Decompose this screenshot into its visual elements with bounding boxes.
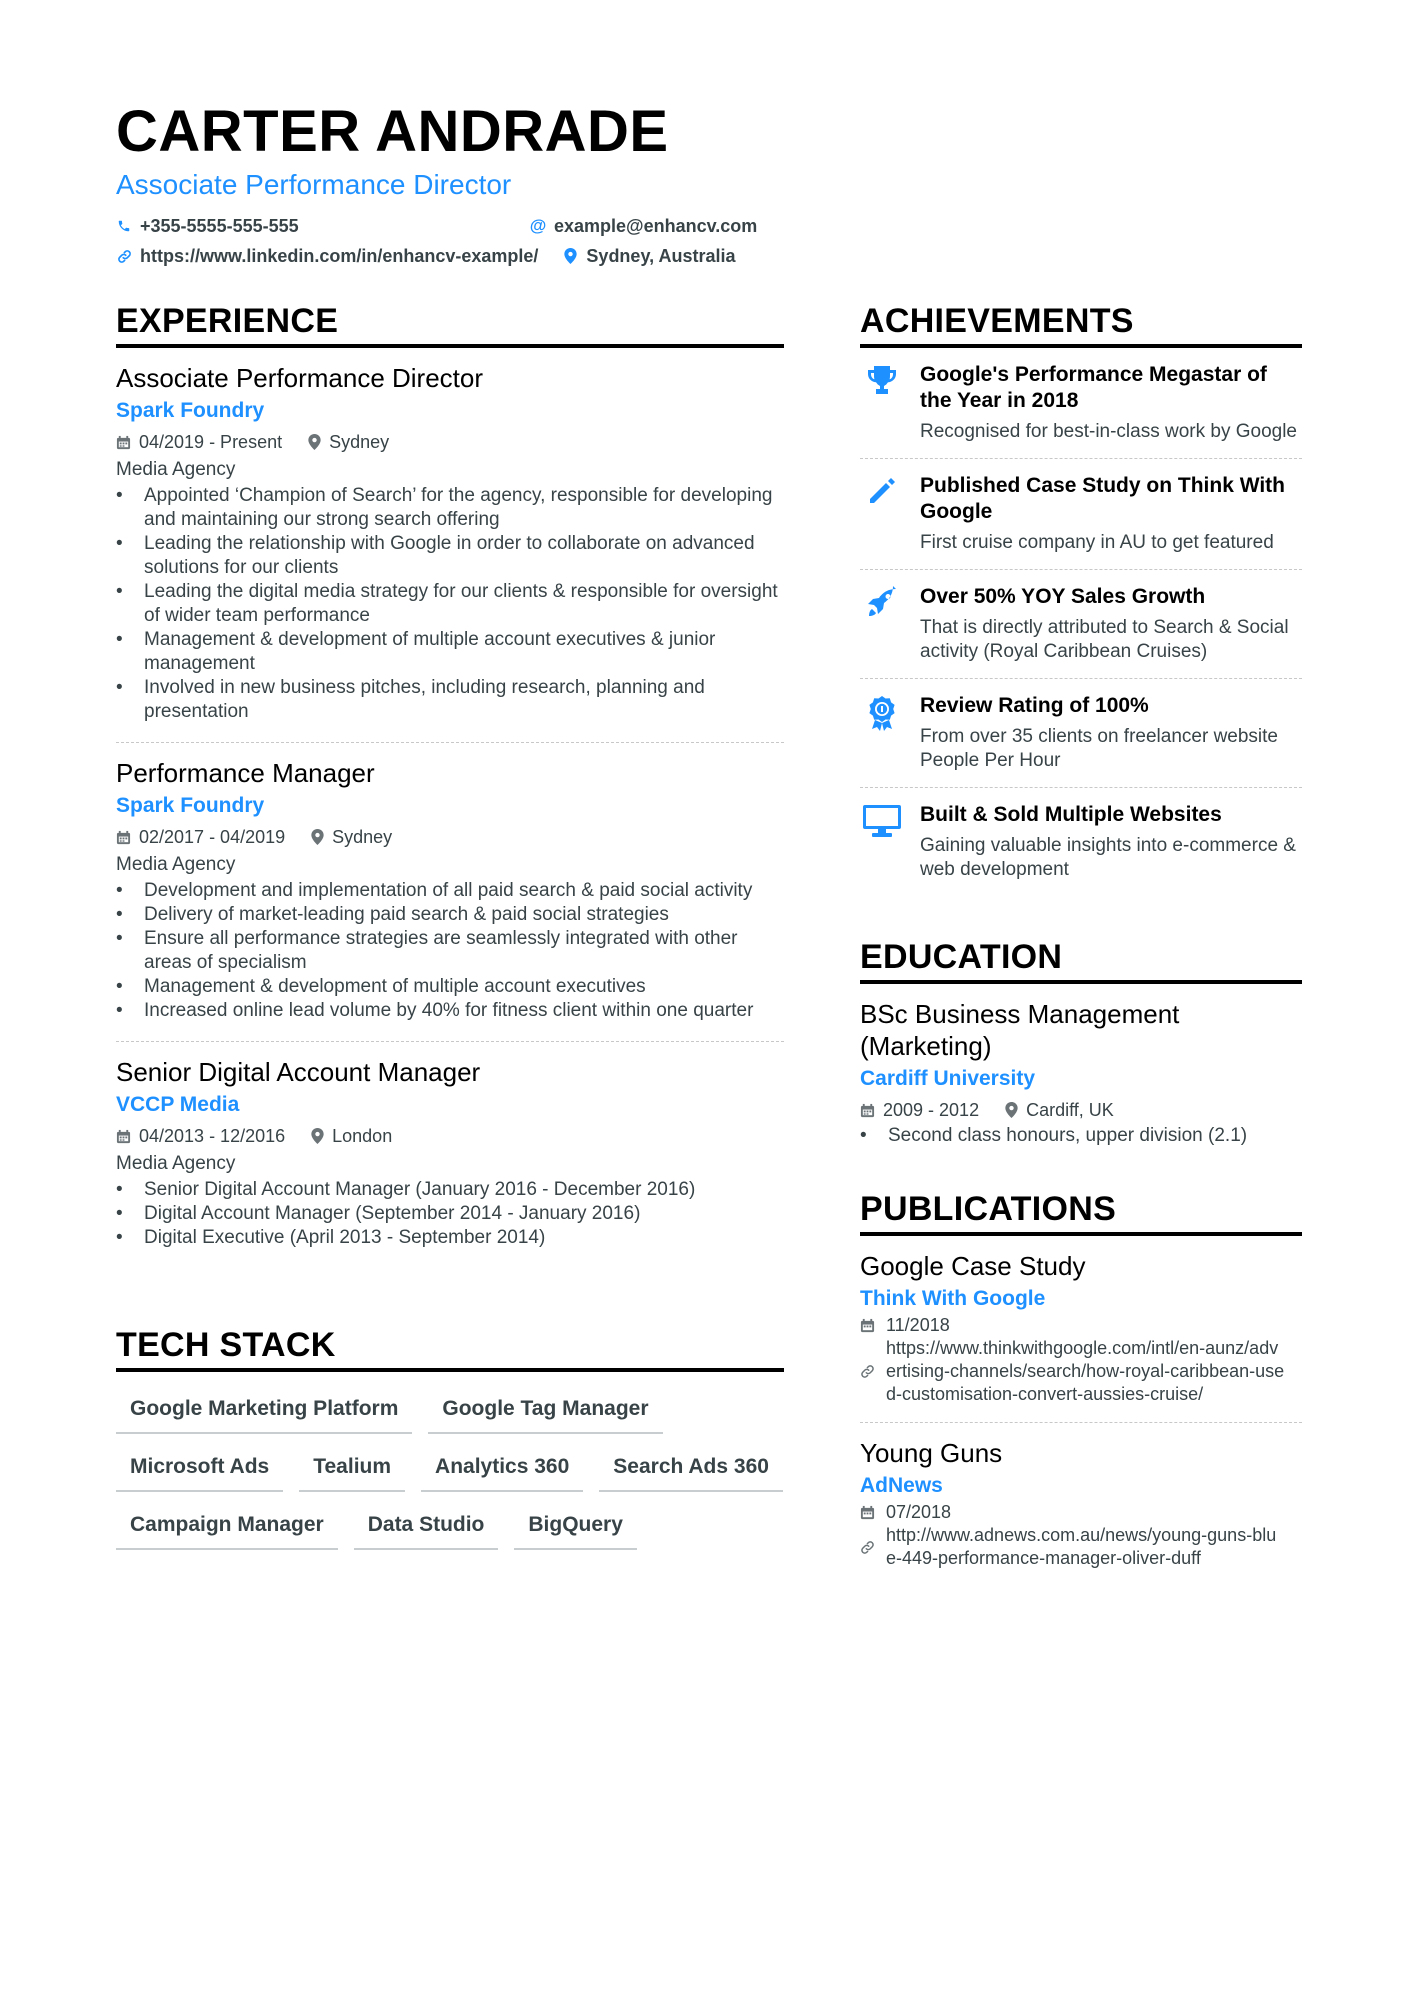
- tech-tag: Google Tag Manager: [428, 1390, 662, 1434]
- bullet-item: • Delivery of market-leading paid search & paid social strategies: [116, 903, 784, 927]
- tech-tags: [116, 1372, 784, 1550]
- company-name: Spark Foundry: [116, 399, 265, 422]
- right-column: [860, 300, 1302, 1586]
- monitor-icon: [860, 802, 904, 882]
- achievement-title: Review Rating of 100%: [920, 694, 1149, 717]
- calendar-icon: [116, 435, 131, 450]
- tech-stack-heading: TECH STACK: [116, 1324, 784, 1372]
- achievements-list: [860, 348, 1302, 896]
- achievement-title: Published Case Study on Think With Google: [920, 474, 1285, 523]
- tech-tag: Microsoft Ads: [116, 1448, 283, 1492]
- bullet-item: • Digital Account Manager (September 2014 - January 2016): [116, 1202, 784, 1226]
- education-bullets: [860, 1124, 1302, 1148]
- map-pin-icon: [562, 248, 578, 264]
- at-sign-icon: @: [529, 216, 547, 235]
- job-title: Senior Digital Account Manager: [116, 1057, 481, 1087]
- education-location: [1005, 1096, 1114, 1124]
- publication-date-text: 11/2018: [886, 1315, 950, 1335]
- linkedin-text: https://www.linkedin.com/in/enhancv-example/: [140, 246, 539, 266]
- link-icon: [116, 248, 132, 264]
- bullet-item: • Increased online lead volume by 40% for fitness client within one quarter: [116, 999, 784, 1023]
- map-pin-icon: [1005, 1102, 1018, 1118]
- job-dates: [116, 823, 285, 851]
- job-bullets: [116, 1178, 784, 1250]
- achievement-desc: First cruise company in AU to get featured: [920, 532, 1274, 553]
- link-icon: [860, 1540, 876, 1555]
- email-text: example@enhancv.com: [554, 216, 758, 236]
- achievement-body: [920, 362, 1302, 444]
- map-pin-icon: [311, 1128, 324, 1144]
- job-meta: [116, 823, 784, 851]
- job-location: [311, 823, 392, 851]
- linkedin-contact[interactable]: [116, 242, 538, 270]
- phone-icon: [116, 218, 132, 234]
- contact-row: [116, 212, 1316, 240]
- job-bullets: [116, 879, 784, 1023]
- achievement-item: [860, 348, 1302, 459]
- education-meta: [860, 1096, 1302, 1124]
- trophy-icon: [860, 362, 904, 444]
- publication-entry: [860, 1423, 1302, 1586]
- job-meta: [116, 1122, 784, 1150]
- resume-header: [116, 100, 1316, 270]
- map-pin-icon: [308, 434, 321, 450]
- publication-link[interactable]: [860, 1524, 1302, 1570]
- bullet-item: • Digital Executive (April 2013 - September 2014): [116, 1226, 784, 1250]
- pencil-icon: [860, 473, 904, 555]
- calendar-icon: [860, 1318, 876, 1333]
- company-name: Spark Foundry: [116, 794, 265, 817]
- candidate-name: CARTER ANDRADE: [116, 99, 669, 164]
- bullet-item: • Senior Digital Account Manager (January 2016 - December 2016): [116, 1178, 784, 1202]
- experience-heading: EXPERIENCE: [116, 300, 784, 348]
- bullet-item: • Leading the digital media strategy for our clients & responsible for oversight of wider team performance: [116, 580, 784, 628]
- job-dates: [116, 428, 282, 456]
- achievement-item: [860, 459, 1302, 570]
- phone-contact[interactable]: [116, 212, 506, 240]
- publication-date-text: 07/2018: [886, 1502, 952, 1522]
- education-dates-text: 2009 - 2012: [883, 1100, 980, 1120]
- tech-tag: Tealium: [299, 1448, 405, 1492]
- achievement-desc: From over 35 clients on freelancer website People Per Hour: [920, 726, 1278, 771]
- location-contact: [562, 242, 735, 270]
- achievement-body: [920, 473, 1302, 555]
- publication-title: Young Guns: [860, 1438, 1003, 1468]
- publication-title: Google Case Study: [860, 1251, 1086, 1281]
- job-meta: [116, 428, 784, 456]
- experience-entry: [116, 348, 784, 743]
- achievement-body: [920, 802, 1302, 882]
- achievement-title: Built & Sold Multiple Websites: [920, 803, 1222, 826]
- achievement-item: [860, 570, 1302, 679]
- contact-row-2: [116, 242, 1316, 270]
- degree-title: BSc Business Management (Marketing): [860, 999, 1180, 1061]
- publication-date: [860, 1314, 1302, 1337]
- job-location-text: Sydney: [332, 827, 393, 847]
- company-type: Media Agency: [116, 1153, 236, 1174]
- job-location-text: London: [332, 1126, 393, 1146]
- calendar-icon: [860, 1505, 876, 1520]
- company-type: Media Agency: [116, 854, 236, 875]
- job-dates-text: 04/2013 - 12/2016: [139, 1126, 286, 1146]
- publication-link[interactable]: [860, 1337, 1302, 1406]
- bullet-item: • Management & development of multiple account executives & junior management: [116, 628, 784, 676]
- achievement-desc: Recognised for best-in-class work by Google: [920, 421, 1298, 442]
- job-dates-text: 04/2019 - Present: [139, 432, 283, 452]
- calendar-icon: [860, 1103, 875, 1118]
- achievement-desc: Gaining valuable insights into e-commerce & web development: [920, 835, 1296, 880]
- education-location-text: Cardiff, UK: [1026, 1100, 1114, 1120]
- bullet-item: • Leading the relationship with Google in order to collaborate on advanced solutions for our clients: [116, 532, 784, 580]
- bullet-item: • Appointed ‘Champion of Search’ for the agency, responsible for developing and maintaining our strong search offering: [116, 484, 784, 532]
- job-dates: [116, 1122, 285, 1150]
- calendar-icon: [116, 830, 131, 845]
- calendar-icon: [116, 1129, 131, 1144]
- tech-tag: Analytics 360: [421, 1448, 583, 1492]
- school-name: Cardiff University: [860, 1067, 1036, 1090]
- experience-list: [116, 348, 784, 1268]
- job-title: Performance Manager: [116, 758, 375, 788]
- publication-entry: [860, 1236, 1302, 1423]
- achievement-body: [920, 693, 1302, 773]
- phone-text: +355-5555-555-555: [140, 216, 299, 236]
- achievements-heading: ACHIEVEMENTS: [860, 300, 1302, 348]
- candidate-title: Associate Performance Director: [116, 169, 512, 200]
- rocket-icon: [860, 584, 904, 664]
- experience-entry: [116, 743, 784, 1042]
- location-text: Sydney, Australia: [586, 246, 736, 266]
- email-contact[interactable]: [530, 212, 757, 240]
- job-location: [308, 428, 389, 456]
- bullet-item: • Involved in new business pitches, including research, planning and presentation: [116, 676, 784, 724]
- achievement-item: [860, 679, 1302, 788]
- achievement-item: [860, 788, 1302, 896]
- bullet-item: • Management & development of multiple account executives: [116, 975, 784, 999]
- achievement-body: [920, 584, 1302, 664]
- achievement-title: Google's Performance Megastar of the Year in 2018: [920, 363, 1267, 412]
- bullet-item: • Second class honours, upper division (2.1): [860, 1124, 1302, 1148]
- job-location: [311, 1122, 392, 1150]
- job-location-text: Sydney: [329, 432, 390, 452]
- publication-publisher: Think With Google: [860, 1287, 1046, 1310]
- job-title: Associate Performance Director: [116, 363, 484, 393]
- job-dates-text: 02/2017 - 04/2019: [139, 827, 286, 847]
- tech-tag: Google Marketing Platform: [116, 1390, 412, 1434]
- company-type: Media Agency: [116, 459, 236, 480]
- tech-tag: BigQuery: [514, 1506, 637, 1550]
- tech-tag: Campaign Manager: [116, 1506, 338, 1550]
- company-name: VCCP Media: [116, 1093, 240, 1116]
- publication-date: [860, 1501, 1302, 1524]
- left-column: [116, 300, 784, 1550]
- publication-publisher: AdNews: [860, 1474, 943, 1497]
- education-entry: [860, 984, 1302, 1148]
- bullet-item: • Ensure all performance strategies are seamlessly integrated with other areas of specialism: [116, 927, 784, 975]
- link-icon: [860, 1364, 876, 1379]
- job-bullets: [116, 484, 784, 724]
- map-pin-icon: [311, 829, 324, 845]
- education-section: [860, 936, 1302, 1148]
- publications-section: [860, 1188, 1302, 1586]
- education-dates: [860, 1096, 979, 1124]
- publications-heading: PUBLICATIONS: [860, 1188, 1302, 1236]
- experience-entry: [116, 1042, 784, 1268]
- publication-link-text[interactable]: https://www.thinkwithgoogle.com/intl/en-aunz/advertising-channels/search/how-royal-caribbean-used-customisation-convert-aussies-cruise/: [886, 1338, 1285, 1404]
- achievement-title: Over 50% YOY Sales Growth: [920, 585, 1206, 608]
- tech-stack-section: [116, 1324, 784, 1550]
- award-ribbon-icon: [860, 693, 904, 773]
- tech-tag: Search Ads 360: [599, 1448, 783, 1492]
- achievement-desc: That is directly attributed to Search & Social activity (Royal Caribbean Cruises): [920, 617, 1289, 662]
- publication-link-text[interactable]: http://www.adnews.com.au/news/young-guns-blue-449-performance-manager-oliver-duff: [886, 1525, 1277, 1568]
- tech-tag: Data Studio: [354, 1506, 499, 1550]
- bullet-item: • Development and implementation of all paid search & paid social activity: [116, 879, 784, 903]
- education-heading: EDUCATION: [860, 936, 1302, 984]
